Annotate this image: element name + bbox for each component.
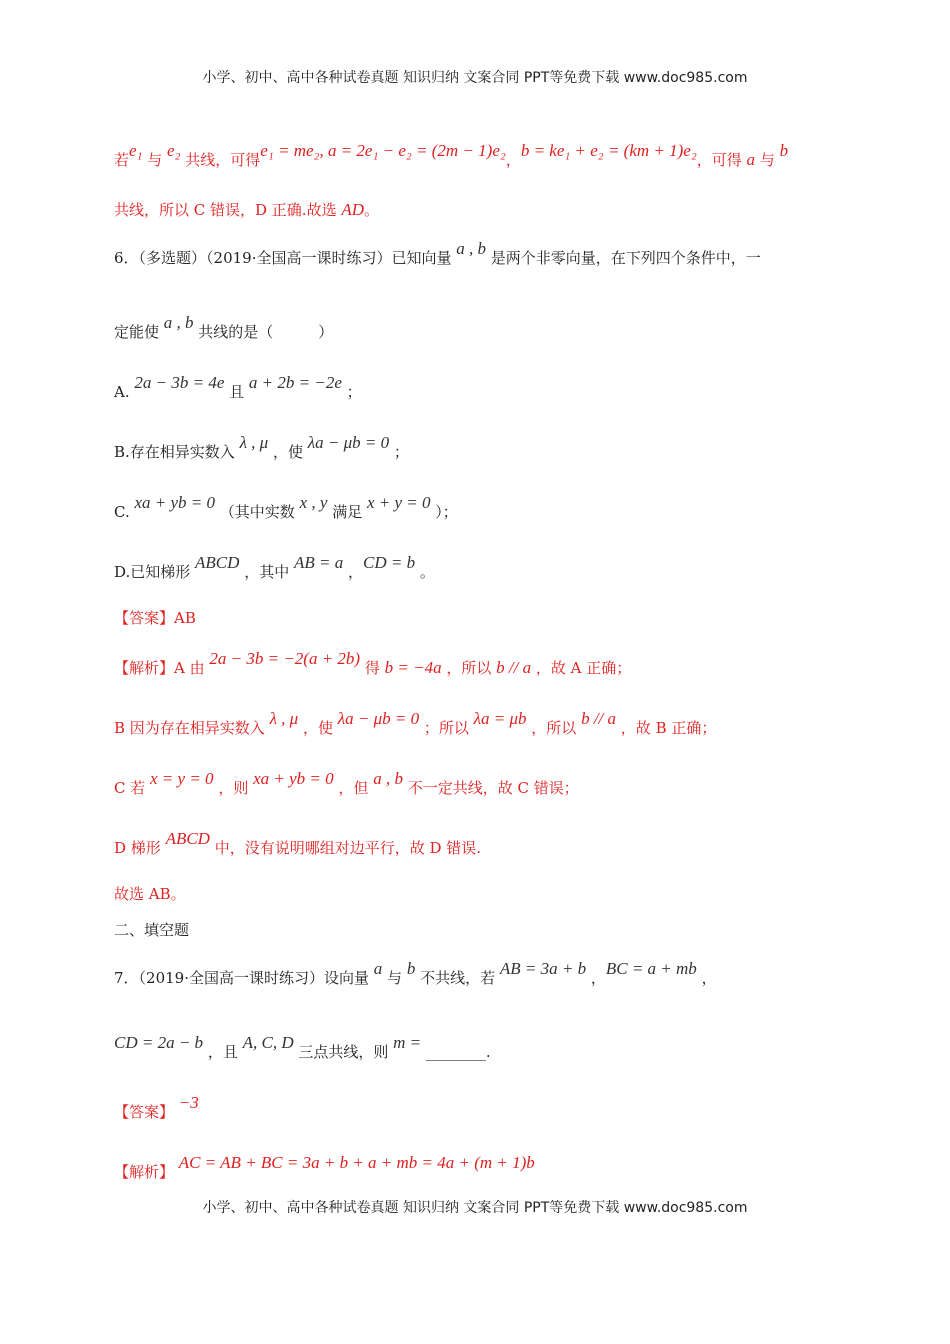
math-expression: x , y bbox=[299, 493, 328, 512]
math-expression: a , b bbox=[456, 239, 487, 258]
text-line bbox=[114, 313, 334, 342]
math-expression: 2a − 3b = 4e bbox=[134, 373, 225, 392]
text-line bbox=[114, 769, 579, 798]
text-line bbox=[114, 920, 189, 940]
math-expression: b // a bbox=[581, 709, 617, 728]
math-expression: 2a − 3b = −2(a + 2b) bbox=[209, 649, 361, 668]
text-line bbox=[114, 884, 186, 904]
math-expression: ABCD bbox=[195, 553, 240, 572]
text-run: ，其中 bbox=[239, 563, 294, 581]
math-expression: A, C, D bbox=[242, 1033, 294, 1052]
math-expression: b bbox=[406, 959, 416, 978]
text-line bbox=[114, 1033, 491, 1062]
math-expression: a , b bbox=[373, 769, 403, 788]
text-run: 与 bbox=[755, 151, 780, 169]
text-run: 故选 AB。 bbox=[114, 885, 186, 903]
text-run: ； bbox=[389, 443, 409, 461]
text-line bbox=[114, 553, 435, 582]
math-expression: a , b bbox=[163, 313, 194, 332]
text-run: 。 bbox=[364, 201, 380, 219]
math-expression: CD = b bbox=[363, 553, 416, 572]
text-run: 得 bbox=[360, 659, 385, 677]
math-expression: λ , μ bbox=[269, 709, 299, 728]
text-run: C 若 bbox=[114, 779, 151, 797]
text-run: ，所以 bbox=[526, 719, 582, 737]
math-expression: b // a bbox=[496, 658, 532, 677]
text-run: ； bbox=[341, 383, 362, 401]
text-run: D.已知梯形 bbox=[114, 563, 196, 581]
text-line bbox=[114, 493, 458, 522]
page-header: 小学、初中、高中各种试卷真题 知识归纳 文案合同 PPT等免费下载 www.doc985.com bbox=[202, 70, 748, 86]
text-run: B 因为存在相异实数入 bbox=[114, 719, 270, 737]
text-line bbox=[114, 239, 761, 268]
text-line bbox=[114, 1153, 535, 1182]
text-run: ）； bbox=[430, 503, 458, 521]
text-run: 定能使 bbox=[114, 323, 164, 341]
text-run: ， bbox=[343, 563, 363, 581]
text-run: 共线，可得 bbox=[180, 151, 261, 169]
text-run: 是两个非零向量，在下列四个条件中，一 bbox=[486, 249, 761, 267]
text-run: C. bbox=[114, 503, 135, 521]
text-run: 与 bbox=[142, 151, 168, 169]
text-run: ，但 bbox=[333, 779, 374, 797]
text-run: 若 bbox=[114, 151, 130, 169]
text-run: A. bbox=[114, 383, 135, 401]
text-line bbox=[114, 608, 196, 628]
text-run: 7．（2019·全国高一课时练习）设向量 bbox=[114, 969, 374, 987]
text-line bbox=[114, 373, 362, 402]
text-run: 且 bbox=[224, 383, 249, 401]
text-run: ，使 bbox=[268, 443, 308, 461]
math-expression: a + 2b = −2e bbox=[248, 373, 342, 392]
math-expression: λa − μb = 0 bbox=[337, 709, 420, 728]
text-run: ， bbox=[696, 969, 717, 987]
text-run: （其中实数 bbox=[215, 503, 300, 521]
math-expression: λa = μb bbox=[473, 709, 527, 728]
text-run: ________. bbox=[421, 1043, 491, 1061]
text-run: D 梯形 bbox=[114, 839, 166, 857]
text-run: 共线的是（ ） bbox=[193, 323, 334, 341]
text-line bbox=[114, 829, 482, 858]
math-expression: AC = AB + BC = 3a + b + a + mb = 4a + (m + 1)b bbox=[178, 1153, 535, 1172]
math-expression: xa + yb = 0 bbox=[134, 493, 216, 512]
text-run: 【答案】AB bbox=[114, 609, 196, 627]
text-run: 满足 bbox=[327, 503, 367, 521]
math-expression: AB = 3a + b bbox=[499, 959, 587, 978]
math-expression: b = −4a bbox=[384, 658, 442, 677]
math-expression: ABCD bbox=[165, 829, 210, 848]
text-line bbox=[114, 200, 379, 220]
math-expression: a bbox=[373, 959, 383, 978]
text-run: ， bbox=[505, 151, 521, 169]
text-line bbox=[114, 959, 717, 988]
text-line bbox=[114, 433, 409, 462]
text-run: 【解析】 bbox=[114, 1163, 179, 1181]
math-expression: λ , μ bbox=[239, 433, 269, 452]
text-run: 共线，所以 C 错误，D 正确.故选 bbox=[114, 201, 342, 219]
math-expression: λa − μb = 0 bbox=[307, 433, 390, 452]
text-run: ，可得 bbox=[696, 151, 747, 169]
text-run: ，则 bbox=[213, 779, 254, 797]
text-line bbox=[114, 649, 632, 678]
text-run: ，故 B 正确； bbox=[616, 719, 717, 737]
text-run: B.存在相异实数入 bbox=[114, 443, 240, 461]
text-run: 【解析】A 由 bbox=[114, 659, 210, 677]
text-run: 二、填空题 bbox=[114, 921, 190, 939]
math-expression: CD = 2a − b bbox=[114, 1033, 204, 1052]
text-run: ，使 bbox=[298, 719, 338, 737]
text-run: 中，没有说明哪组对边平行，故 D 错误. bbox=[209, 839, 482, 857]
text-run: ， bbox=[586, 969, 606, 987]
math-expression: x + y = 0 bbox=[366, 493, 431, 512]
page-footer: 小学、初中、高中各种试卷真题 知识归纳 文案合同 PPT等免费下载 www.doc985.com bbox=[202, 1200, 748, 1216]
text-run: 6．（多选题）（2019·全国高一课时练习）已知向量 bbox=[114, 249, 457, 267]
text-line bbox=[114, 141, 789, 170]
text-run: ，所以 bbox=[441, 659, 497, 677]
math-expression: e₁ bbox=[129, 141, 143, 160]
text-run: 不一定共线，故 C 错误； bbox=[402, 779, 579, 797]
text-run: 三点共线，则 bbox=[293, 1043, 394, 1061]
text-run: ，且 bbox=[203, 1043, 243, 1061]
math-expression: AD bbox=[341, 200, 365, 219]
math-expression: e₂ bbox=[167, 141, 181, 160]
text-run: 不共线，若 bbox=[415, 969, 500, 987]
text-run: 【答案】 bbox=[114, 1103, 179, 1121]
math-expression: AB = a bbox=[293, 553, 344, 572]
math-expression: xa + yb = 0 bbox=[253, 769, 334, 788]
math-expression: m = bbox=[393, 1033, 422, 1052]
math-expression: BC = a + mb bbox=[605, 959, 697, 978]
text-run: 与 bbox=[382, 969, 407, 987]
math-expression: −3 bbox=[178, 1093, 199, 1112]
math-expression: e₁ = me₂, a = 2e₁ − e₂ = (2m − 1)e₂ bbox=[260, 141, 506, 160]
text-run: ；所以 bbox=[419, 719, 474, 737]
math-expression: x = y = 0 bbox=[150, 769, 214, 788]
text-run: 。 bbox=[415, 563, 435, 581]
text-run: ，故 A 正确； bbox=[531, 659, 632, 677]
math-expression: b bbox=[779, 141, 789, 160]
text-line bbox=[114, 1093, 199, 1122]
math-expression: a bbox=[746, 150, 756, 169]
text-line bbox=[114, 709, 717, 738]
math-expression: b = ke₁ + e₂ = (km + 1)e₂ bbox=[520, 141, 697, 160]
